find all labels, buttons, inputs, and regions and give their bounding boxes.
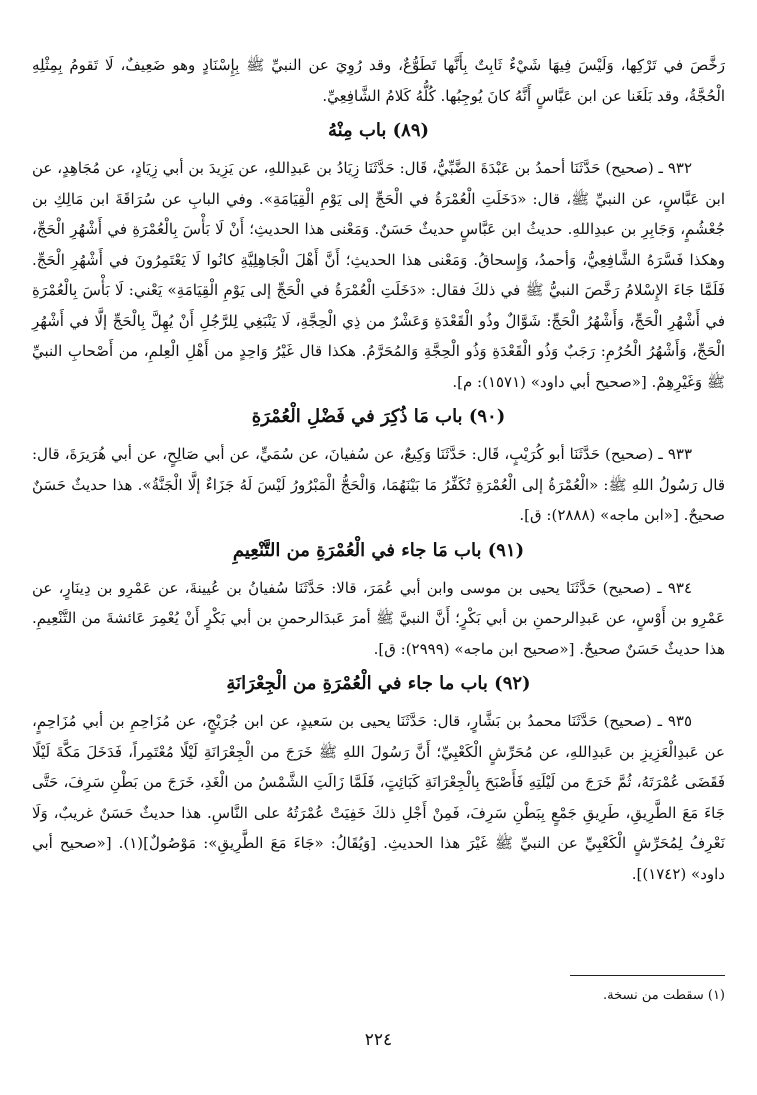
footnote: (١) سقطت من نسخة. xyxy=(603,988,725,1003)
footnote-divider xyxy=(570,975,725,976)
page-body xyxy=(32,50,725,889)
chapter-heading-90: (٩٠) باب مَا ذُكِرَ في فَضْلِ الْعُمْرَةِ xyxy=(251,406,506,427)
hadith-934: ٩٣٤ ـ (صحيح) حَدَّثَنَا يحيى بن موسى وابن أبي عُمَرَ، قالا: حَدَّثَنَا سُفيانُ بن عُيينةَ، عن عَمْرِو بن دِينَارٍ، عن عَمْرِو بن أَوْسٍ، عن عَبدِالرحمنِ بن أبي بَكْرٍ؛ أَنَّ النبيَّ ﷺ أمرَ عَبدَالرحمنِ بن أبي بَكْرٍ أَنْ يُعْمِرَ عَائشةَ من التَّنْعِيمِ. هذا حديثٌ حَسَنٌ صحيحٌ. [«صحيح ابن ماجه» (٢٩٩٩): ق]. xyxy=(32,578,725,658)
hadith-935: ٩٣٥ ـ (صحيح) حَدَّثَنَا محمدُ بن بَشَّارٍ، قال: حَدَّثَنَا يحيى بن سَعيدٍ، عن ابن جُرَيْجٍ، عن مُزَاحِمِ بن أبي مُزَاحِمٍ، عن عَبدِالْعَزِيزِ بن عَبدِاللهِ، عن مُحَرِّشٍ الْكَعْبِيِّ؛ أَنَّ رَسُولَ اللهِ ﷺ خَرَجَ من الْجِعْرَانَةِ لَيْلًا مُعْتَمِراً، فَدَخَلَ مَكَّةَ لَيْلًا فَقَضَى عُمْرَتَهُ، ثُمَّ خَرَجَ من لَيْلَتِهِ فَأَصْبَحَ بِالْجِعْرَانَةِ كَبَائِتٍ، فَلَمَّا زَالَتِ الشَّمْسُ من الْغَدِ، خَرَجَ من بَطْنِ سَرِفَ، حَتَّى جَاءَ مَعَ الطَّرِيقِ، طَرِيقِ جَمْعٍ بِبَطْنِ سَرِفَ، فَمِنْ أَجْلِ ذلكَ خَفِيَتْ عُمْرَتُهُ على النَّاسِ. هذا حديثٌ حَسَنٌ غريبٌ، وَلَا نَعْرِفُ لِمُحَرِّشٍ الْكَعْبِيِّ عن النبيِّ ﷺ غَيْرَ هذا الحديثِ. [وَيُقَالُ: «جَاءَ مَعَ الطَّرِيقِ»: مَوْصُولٌ](١). [«صحيح أبي داود» (١٧٤٢)]. xyxy=(32,712,725,883)
chapter-heading-91: (٩١) باب مَا جاء في الْعُمْرَةِ من التَّنْعِيمِ xyxy=(232,539,525,561)
hadith-932: ٩٣٢ ـ (صحيح) حَدَّثَنَا أحمدُ بن عَبْدَةَ الضَّبِّيُّ، قَال: حَدَّثَنَا زِيَادُ بن عَبدِاللهِ، عن يَزِيدَ بن أبي زِيَادٍ، عن مُجَاهِدٍ، عن ابن عَبَّاسٍ، عن النبيِّ ﷺ، قال: «دَخَلَتِ الْعُمْرَةُ في الْحَجِّ إلى يَوْمِ الْقِيَامَةِ». وفي البابِ عن سُرَاقَةَ ابن مَالِكِ بن جُعْشُمٍ، وَجَابِرِ بن عبدِاللهِ. حديثُ ابن عَبَّاسٍ حديثٌ حَسَنٌ. وَمَعْنى هذا الحديثِ؛ أَنْ لَا بَأْسَ بِالْعُمْرَةِ في أَشْهُرِ الْحَجِّ، وهكذا فَسَّرَهُ الشَّافِعِيُّ، وَأحمدُ، وَإِسحاقُ. وَمَعْنى هذا الحديثِ؛ أَنَّ أَهْلَ الْجَاهِلِيَّةِ كانُوا لَا يَعْتَمِرُونَ في أَشْهُرِ الْحَجِّ. فَلَمَّا جَاءَ الإِسْلامُ رَخَّصَ النبيُّ ﷺ في ذلكَ فقال: «دَخَلَتِ الْعُمْرَةُ في الْحَجِّ إلى يَوْمِ الْقِيَامَةِ» يَعْني: لَا بَأْسَ بِالْعُمْرَةِ في أَشْهُرِ الْحَجِّ، وَأَشْهُرُ الْحَجِّ: شَوَّالٌ وذُو الْقَعْدَةِ وَعَشْرٌ من ذِي الْحِجَّةِ، لَا يَنْبَغِي لِلرَّجُلِ أَنْ يُهِلَّ بِالْحَجِّ إلَّا في أَشْهُرِ الْحَجِّ، وَأَشْهُرُ الْحُرُمِ: رَجَبٌ وَذُو الْقَعْدَةِ وَذُو الْحِجَّةِ وَالمُحَرَّمُ. هكذا قال غَيْرُ وَاحِدٍ من أَهْلِ الْعِلمِ، من أَصْحابِ النبيِّ ﷺ وَغَيْرِهِمْ. [«صحيح أبي داود» (١٥٧١): م]. xyxy=(32,159,725,391)
intro-paragraph: رَخَّصَ في تَرْكِها، وَلَيْسَ فِيهَا شَيْءٌ ثَابِتٌ بِأَنَّها تَطَوُّعٌ، وقد رُوِيَ عن النبيِّ ﷺ بِإِسْنَادٍ وهو ضَعِيفٌ، لَا تَقومُ بِمِثْلِهِ الْحُجَّةُ، وقد بَلَغَنا عن ابن عَبَّاسٍ أَنَّهُ كانَ يُوجِبُها. كُلُّهُ كَلامُ الشَّافِعِيِّ. xyxy=(32,56,725,105)
hadith-933: ٩٣٣ ـ (صحيح) حَدَّثَنَا أبو كُرَيْبٍ، قَال: حَدَّثَنَا وَكِيعٌ، عن سُفيانَ، عن سُمَيٍّ، عن أبي صَالِحٍ، عن أبي هُرَيرَةَ، قال: قال رَسُولُ اللهِ ﷺ: «الْعُمْرَةُ إلى الْعُمْرَةِ تُكَفِّرُ مَا بَيْنَهُمَا، وَالْحَجُّ الْمَبْرُورُ لَيْسَ لَهُ جَزَاءٌ إلَّا الْجَنَّةُ». هذا حديثٌ حَسَنٌ صحيحٌ. [«ابن ماجه» (٢٨٨٨): ق]. xyxy=(32,445,725,524)
chapter-heading-92: (٩٢) باب ما جاء في الْعُمْرَةِ من الْجِعْرَانَةِ xyxy=(226,673,531,694)
page-number: ٢٢٤ xyxy=(364,1030,393,1050)
chapter-heading-89: (٨٩) باب مِنْهُ xyxy=(327,120,430,141)
